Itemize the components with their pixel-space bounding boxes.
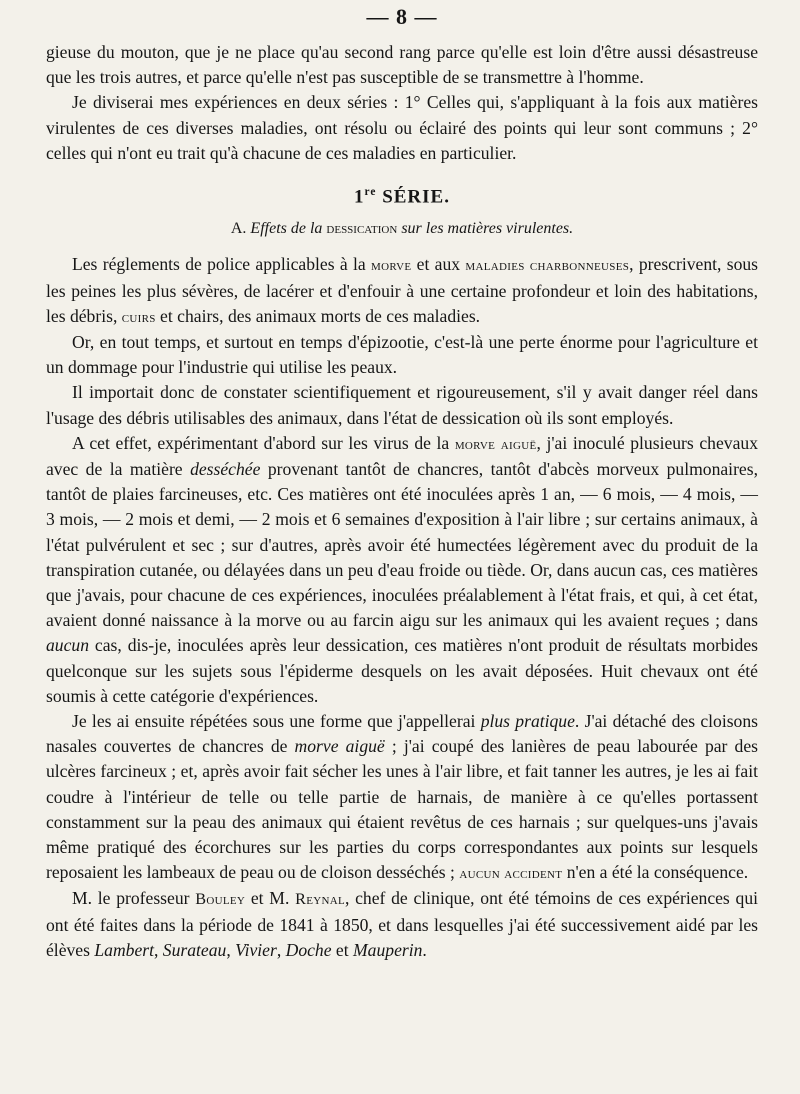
text-run: A cet effet, expérimentant d'abord sur les virus de la [72,432,455,453]
text-run-sc: maladies charbonneuses [465,256,630,275]
paragraph-temoins [46,886,758,963]
subsection-text-before: Effets de la [250,220,323,238]
name-vivier: Vivier [235,939,277,960]
paragraph-reglements [46,252,758,330]
text-run: Je les ai ensuite répétées sous une forme que j'appellerai [72,711,481,731]
text-run: Les réglements de police applicables à la [72,254,372,275]
text-run: , [154,939,163,960]
name-doche: Doche [285,939,332,960]
section-number-sup: re [364,186,377,199]
paragraph-experiences-morve [46,431,758,709]
text-run: . [422,939,427,960]
text-run: n'en a été la conséquence. [562,862,749,883]
text-run: M. le professeur [72,888,196,909]
text-run: et [331,939,354,960]
text-run: provenant tantôt de chancres, tantôt d'abcès morveux pulmonaires, tantôt de plaies farcineuses, etc. Ces matières ont été inoculées après 1 an, — 6 mois, — 4 mois, — 3 mois, — 2 mois et demi, — 2 mois et 6 semaines d'exposition à l'air libre ; sur certains animaux, à l'état pulvérulent et sec ; sur d'autres, après avoir été humectées légèrement avec du produit de la transpiration cutanée, ou délayées dans un peu d'eau froide ou tiède. Or, dans aucun cas, ces matières que j'avais, pour chacune de ces expériences, inoculées préalablement à l'état frais, et qui, à cet état, avaient donné naissance à la morve ou au farcin aigu sur les animaux qui les avaient reçues ; dans [46,458,758,631]
text-run: , [226,939,236,960]
text-run-sc: morve aiguë [454,434,537,453]
text-run-italic: desséchée [190,458,261,479]
text-run: cas, dis-je, inoculées après leur dessication, ces matières n'ont produit de résultats morbides quelconque sur les sujets sous l'épiderme desquels on les avait déposées. Huit chevaux ont été soumis à cette catégorie d'expériences. [46,635,758,706]
section-title [46,186,758,208]
text-run: . J'ai détaché des cloisons nasales couvertes de chancres de [46,711,758,757]
name-mauperin: Mauperin [353,939,423,960]
text-run: et aux [411,254,466,275]
paragraph-forme-pratique [46,709,758,886]
section-number: 1 [354,186,365,208]
text-run: et chairs, des animaux morts de ces maladies. [155,305,481,326]
subsection-text-after: sur les matières virulentes. [401,220,574,238]
text-run: ; j'ai coupé des lanières de peau labourée par des ulcères farcineux ; et, après avoir fait sécher les unes à l'air libre, et fait tanner les autres, je les ai fait coudre à l'intérieur de telle ou telle partie de harnais, de manière à ce qu'elles portassent constamment sur la peau des animaux qui étaient revêtus de ces harnais ; sur quelques-uns j'avais même pratiqué des écorchures sur les parties du corps correspondantes aux points sur lesquels reposaient les lambeaux de peau ou de cloison desséchés ; [46,736,758,883]
paragraph-constater: Il importait donc de constater scientifiquement et rigoureusement, s'il y avait danger réel dans l'usage des débris utilisables des animaux, dans l'état de dessication où ils sont employés. [46,382,758,428]
section-label: SÉRIE. [382,186,450,208]
text-run: , [276,939,286,960]
paragraph-intro-1: gieuse du mouton, que je ne place qu'au second rang parce qu'elle est loin d'être aussi désastreuse que les trois autres, et parce qu'elle n'est pas susceptible de se transmettre à l'homme. [46,42,758,88]
subsection-text-upright: dessication [326,220,398,238]
subsection-letter: A. [230,220,247,238]
text-run-italic: aucun [46,635,89,656]
text-run: , chef de clinique, ont été témoins de ces expériences qui ont été faites dans la période de 1841 à 1850, et dans lesquelles j'ai été successivement aidé par les élèves [46,888,759,960]
name-lambert: Lambert [94,939,154,960]
text-run-sc: morve [371,256,412,275]
name-surateau: Surateau [162,939,227,960]
text-run-sc: aucun accident [459,864,563,883]
text-run: et M. [245,888,296,909]
subsection-title [46,220,758,238]
page-number: — 8 — [366,4,438,29]
name-reynal: Reynal [295,890,345,909]
text-run: , prescrivent, sous les peines les plus sévères, de lacérer et d'enfouir à une certaine profondeur et loin des habitations, les débris, [46,254,759,326]
text-run-italic: plus pratique [480,711,575,731]
text-run-sc: cuirs [121,307,156,326]
text-run-italic: morve aiguë [294,736,385,757]
name-bouley: Bouley [195,890,246,909]
text-run: , j'ai inoculé plusieurs chevaux avec de la matière [46,432,758,479]
paragraph-intro-2: Je diviserai mes expériences en deux séries : 1° Celles qui, s'appliquant à la fois aux matières virulentes de ces diverses maladies, ont résolu ou éclairé des points qui leur sont communs ; 2° celles qui n'ont eu trait qu'à chacune de ces maladies en particulier. [46,92,758,163]
paragraph-epizootie: Or, en tout temps, et surtout en temps d'épizootie, c'est-là une perte énorme pour l'agriculture et un dommage pour l'industrie qui utilise les peaux. [46,331,758,378]
